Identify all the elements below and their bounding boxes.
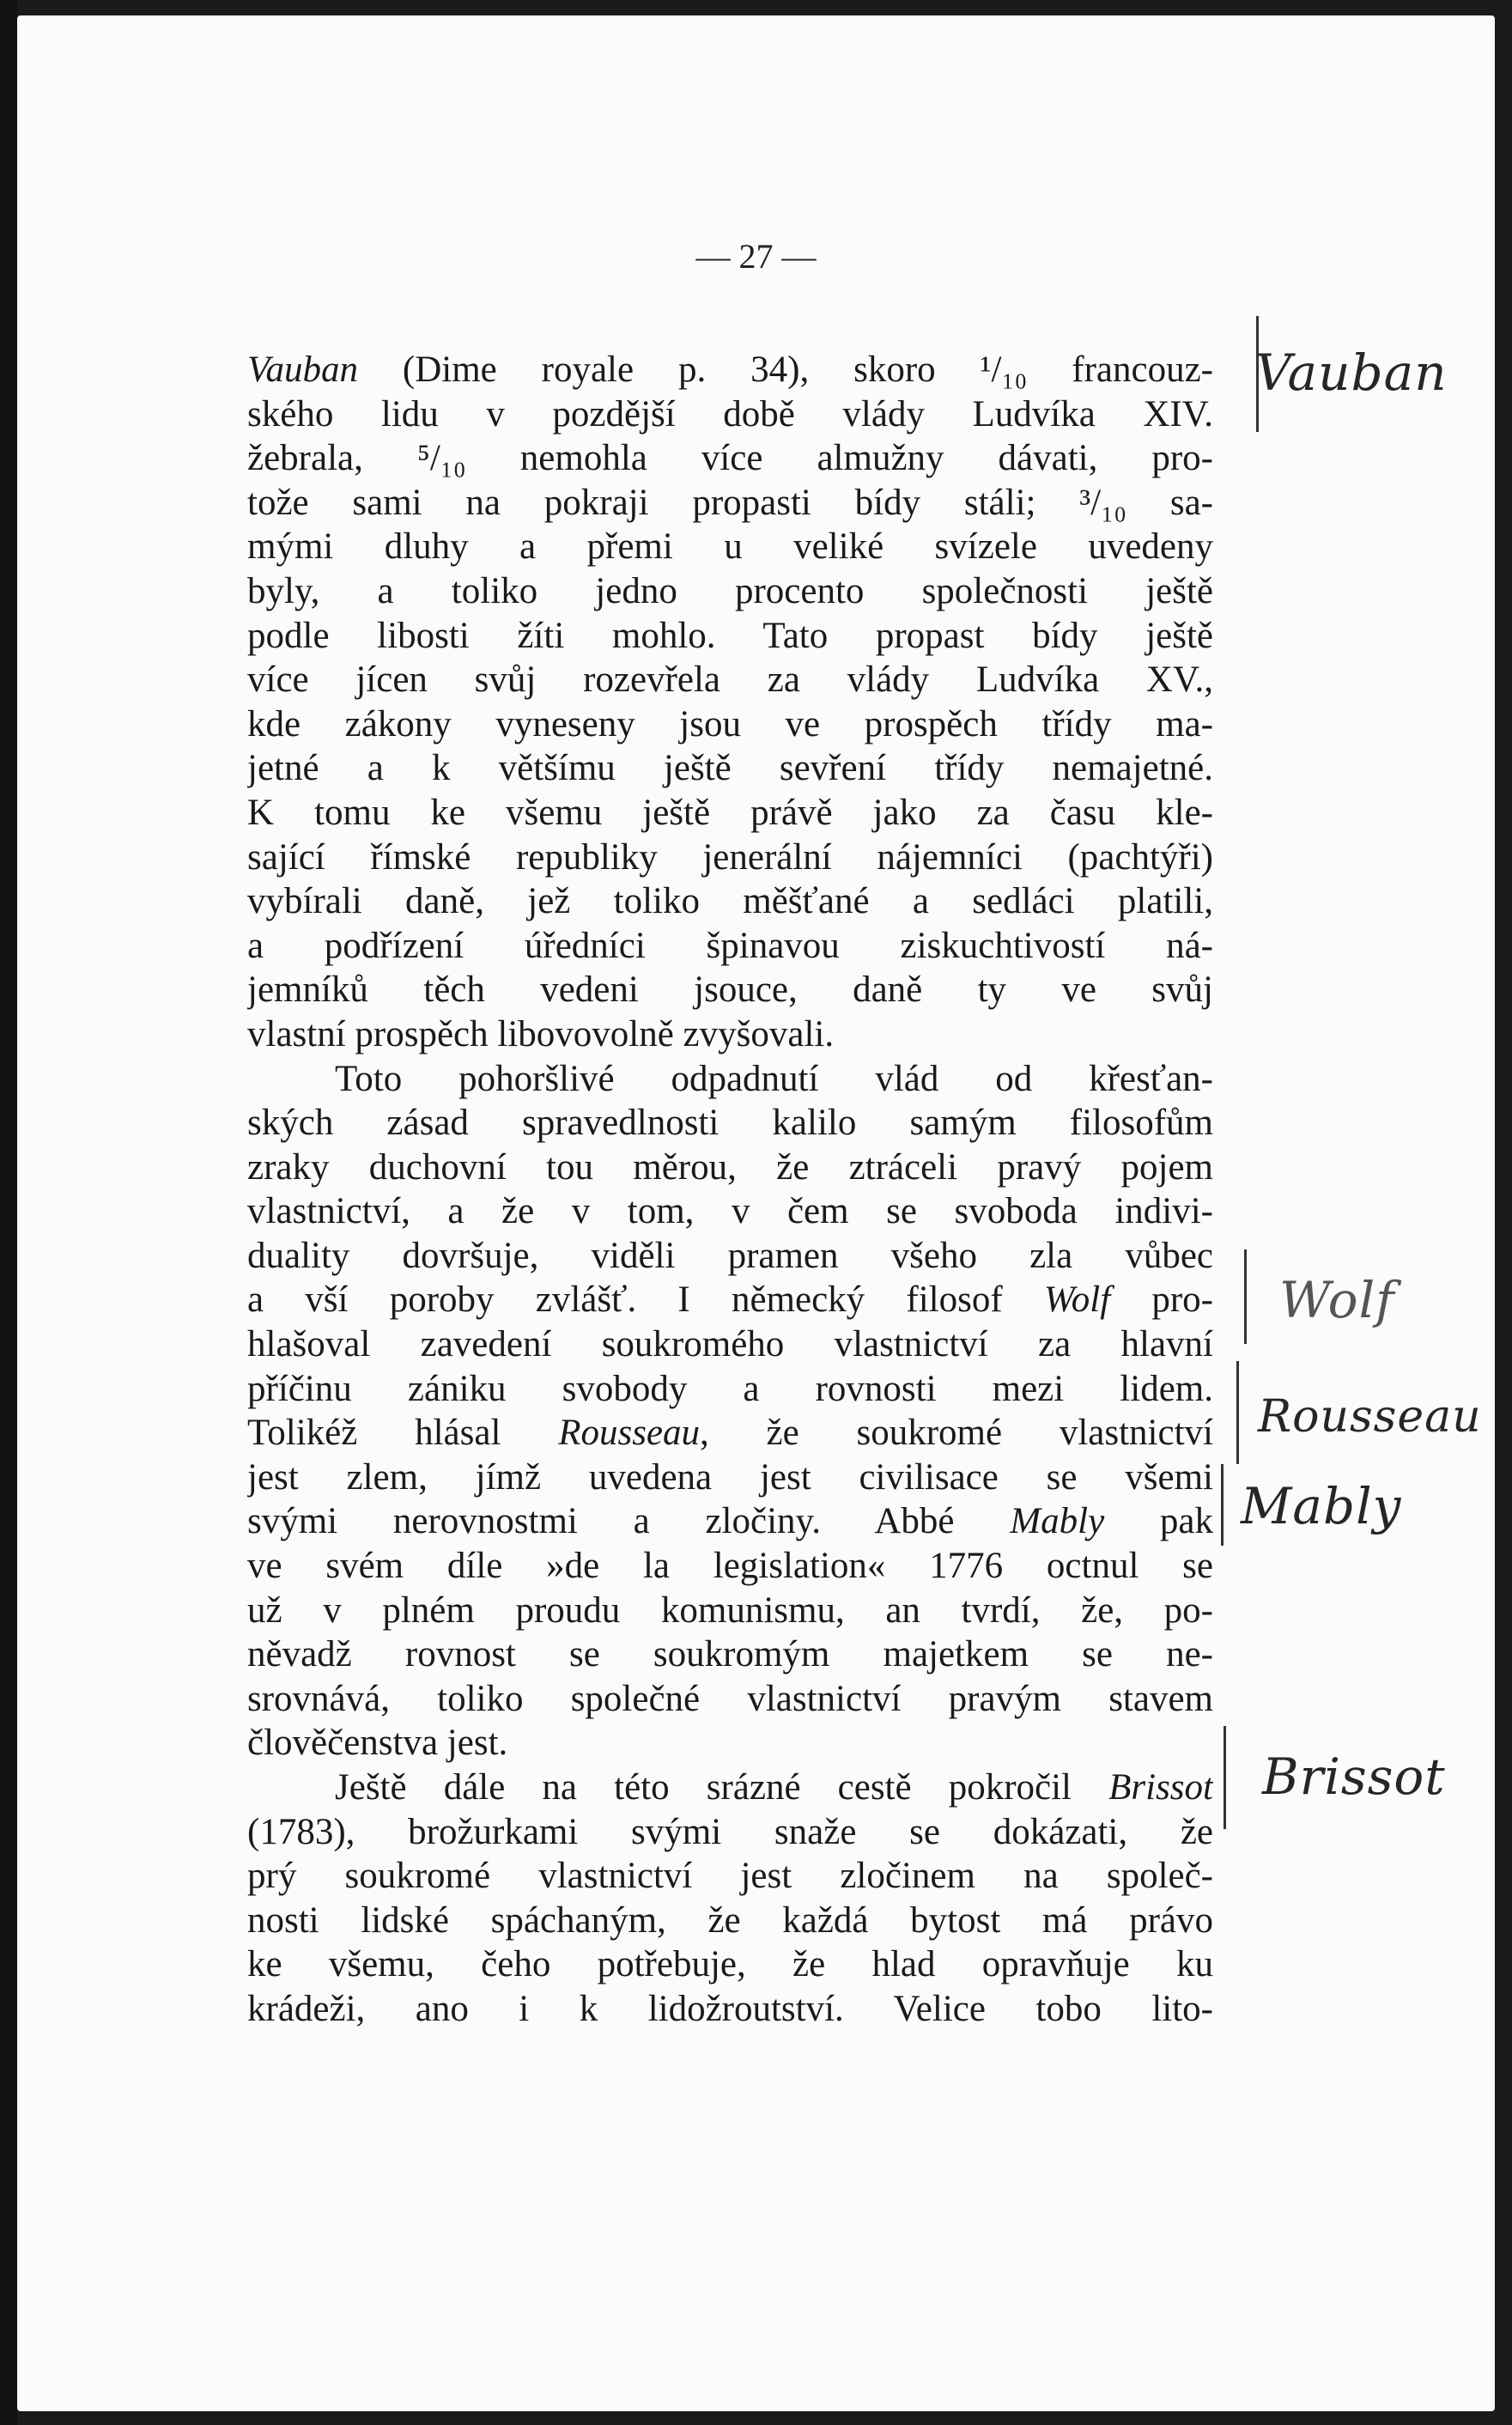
margin-note-vauban: Vauban: [1255, 343, 1448, 402]
text-line: [247, 1322, 1213, 1367]
italic-name: Wolf: [1043, 1279, 1111, 1321]
margin-note-brissot: Brissot: [1262, 1747, 1446, 1806]
text-segment: jetné a k většímu ještě sevření třídy nemajetné.: [247, 748, 1213, 789]
text-line: [247, 1234, 1213, 1279]
text-line: [247, 1854, 1213, 1899]
text-line: [247, 1544, 1213, 1589]
text-segment: tože sami na pokraji propasti bídy stáli; ³/₁₀ sa-: [247, 482, 1213, 523]
text-segment: mými dluhy a přemi u veliké svízele uvedeny: [247, 526, 1213, 568]
text-segment: kde zákony vyneseny jsou ve prospěch třídy ma-: [247, 703, 1213, 745]
margin-note-wolf: Wolf: [1279, 1271, 1395, 1329]
margin-bracket-wolf: [1244, 1249, 1247, 1344]
body-text: [247, 348, 1213, 2032]
text-segment: příčinu zániku svobody a rovnosti mezi lidem.: [247, 1368, 1213, 1409]
italic-name: Brissot: [1108, 1767, 1213, 1808]
text-segment: zraky duchovní tou měrou, že ztráceli pravý pojem: [247, 1146, 1213, 1188]
text-line: [247, 1189, 1213, 1234]
margin-bracket-brissot: [1224, 1726, 1226, 1829]
text-line: [247, 392, 1213, 437]
text-line: [247, 1810, 1213, 1855]
text-segment: vybírali daně, jež toliko měšťané a sedláci platili,: [247, 881, 1213, 922]
page-number: — 27 —: [695, 237, 817, 276]
text-line: [247, 1899, 1213, 1943]
text-segment: sající římské republiky jenerální nájemníci (pachtýři): [247, 836, 1213, 878]
text-segment: pak: [1104, 1501, 1213, 1542]
text-line: [247, 791, 1213, 836]
text-segment: jemníků těch vedeni jsouce, daně ty ve svůj: [247, 969, 1213, 1011]
text-line: [247, 1101, 1213, 1146]
text-line: [247, 614, 1213, 659]
text-segment: podle libosti žíti mohlo. Tato propast bídy ještě: [247, 615, 1213, 656]
text-segment: pro-: [1110, 1279, 1213, 1321]
text-segment: ských zásad spravedlnosti kalilo samým filosofům: [247, 1103, 1213, 1144]
text-line: [247, 525, 1213, 569]
text-line: [247, 348, 1213, 392]
margin-note-rousseau: Rousseau: [1258, 1391, 1482, 1443]
text-line: [247, 1146, 1213, 1190]
margin-bracket-rousseau: [1236, 1361, 1239, 1464]
text-line: [247, 1632, 1213, 1677]
text-segment: a podřízení úředníci špinavou ziskuchtivostí ná-: [247, 925, 1213, 966]
text-segment: , že soukromé vlastnictví: [700, 1413, 1213, 1454]
text-segment: jest zlem, jímž uvedena jest civilisace se všemi: [247, 1456, 1213, 1498]
text-segment: byly, a toliko jedno procento společnosti ještě: [247, 570, 1213, 611]
text-line: [247, 924, 1213, 969]
text-segment: více jícen svůj rozevřela za vlády Ludvíka XV.,: [247, 659, 1213, 701]
text-segment: už v plném proudu komunismu, an tvrdí, že, po-: [247, 1589, 1213, 1631]
text-segment: K tomu ke všemu ještě právě jako za času kle-: [247, 792, 1213, 833]
text-segment: duality dovršuje, viděli pramen všeho zla vůbec: [247, 1235, 1213, 1276]
text-line: [247, 1987, 1213, 2032]
text-line: [247, 1057, 1213, 1102]
text-segment: vlastnictví, a že v tom, v čem se svoboda indivi-: [247, 1191, 1213, 1232]
text-line: [247, 1721, 1213, 1766]
italic-name: Mably: [1010, 1501, 1105, 1542]
text-segment: srovnává, toliko společné vlastnictví pravým stavem: [247, 1678, 1213, 1719]
text-segment: člověčenstva jest.: [247, 1723, 508, 1764]
text-segment: ke všemu, čeho potřebuje, že hlad opravňuje ku: [247, 1944, 1213, 1985]
text-segment: (1783), brožurkami svými snaže se dokázati, že: [247, 1811, 1213, 1852]
text-line: [247, 481, 1213, 526]
text-line: [247, 436, 1213, 481]
text-segment: Toto pohoršlivé odpadnutí vlád od křesťan-: [335, 1058, 1213, 1099]
text-segment: ve svém díle »de la legislation« 1776 octnul se: [247, 1546, 1213, 1587]
text-line: [247, 1677, 1213, 1722]
text-segment: a vší poroby zvlášť. I německý filosof: [247, 1279, 1044, 1321]
text-line: [247, 569, 1213, 614]
text-line: [247, 1499, 1213, 1544]
text-line: [247, 1589, 1213, 1633]
text-segment: nosti lidské spáchaným, že každá bytost má právo: [247, 1899, 1213, 1941]
italic-name: Vauban: [247, 349, 358, 390]
text-line: [247, 1411, 1213, 1456]
text-segment: krádeži, ano i k lidožroutství. Velice tobo lito-: [247, 1988, 1213, 2029]
text-segment: něvadž rovnost se soukromým majetkem se ne-: [247, 1634, 1213, 1675]
margin-bracket-mably: [1221, 1464, 1224, 1546]
text-segment: hlašoval zavedení soukromého vlastnictví za hlavní: [247, 1324, 1213, 1365]
margin-note-mably: Mably: [1241, 1477, 1402, 1535]
text-line: [247, 879, 1213, 924]
text-segment: vlastní prospěch libovovolně zvyšovali.: [247, 1013, 835, 1054]
text-segment: Ještě dále na této srázné cestě pokročil: [335, 1767, 1109, 1808]
italic-name: Rousseau: [558, 1413, 701, 1454]
text-line: [247, 1367, 1213, 1412]
text-line: [247, 968, 1213, 1012]
text-line: [247, 1942, 1213, 1987]
text-segment: Tolikéž hlásal: [247, 1413, 559, 1454]
text-line: [247, 836, 1213, 880]
text-line: [247, 1456, 1213, 1500]
text-segment: (Dime royale p. 34), skoro ¹/₁₀ francouz-: [358, 349, 1213, 390]
text-segment: žebrala, ⁵/₁₀ nemohla více almužny dávati, pro-: [247, 438, 1213, 479]
text-line: [247, 1278, 1213, 1322]
scan-edge: [0, 0, 17, 2425]
text-line: [247, 702, 1213, 747]
text-line: [247, 746, 1213, 791]
text-line: [247, 1766, 1213, 1810]
text-segment: prý soukromé vlastnictví jest zločinem na společ-: [247, 1856, 1213, 1897]
text-segment: svými nerovnostmi a zločiny. Abbé: [247, 1501, 1011, 1542]
text-line: [247, 658, 1213, 702]
text-segment: ského lidu v pozdější době vlády Ludvíka XIV.: [247, 393, 1213, 435]
text-line: [247, 1012, 1213, 1057]
